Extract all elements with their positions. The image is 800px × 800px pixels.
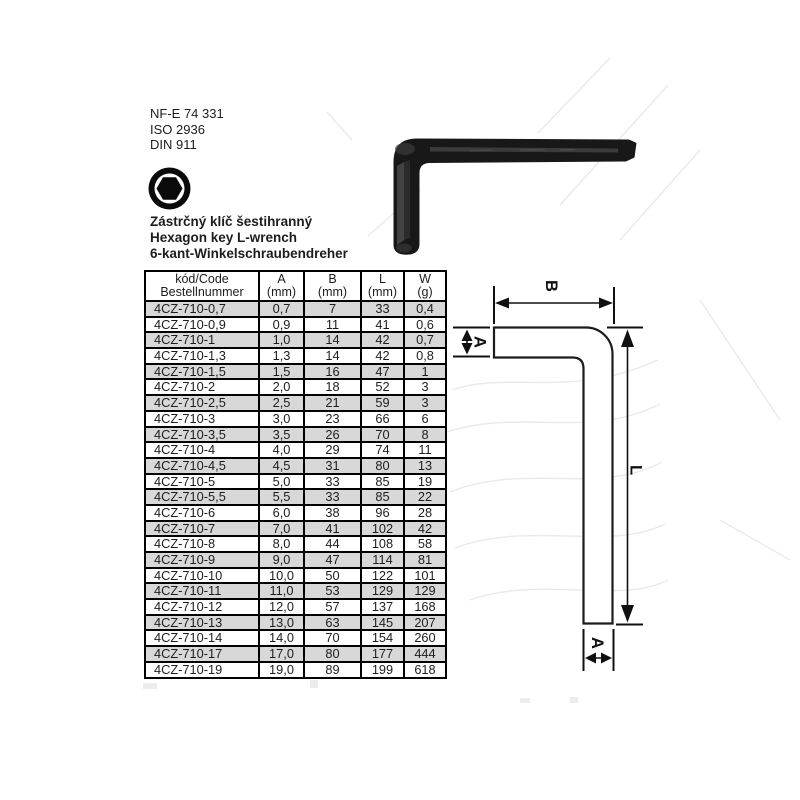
header-b-line2: (mm) (317, 285, 348, 299)
cell-code: 4CZ-710-6 (145, 505, 259, 521)
cell-code: 4CZ-710-1,3 (145, 348, 259, 364)
cell-code: 4CZ-710-3,5 (145, 427, 259, 443)
table-row (145, 552, 446, 568)
cell-value: 41 (361, 317, 404, 333)
dimension-diagram (444, 256, 654, 702)
cell-code: 4CZ-710-17 (145, 646, 259, 662)
cell-code: 4CZ-710-8 (145, 536, 259, 552)
cell-value: 260 (404, 630, 446, 646)
header-l-line2: (mm) (367, 285, 398, 299)
header-b (304, 271, 361, 301)
table-row (145, 364, 446, 380)
cell-value: 2,5 (259, 395, 304, 411)
cell-code: 4CZ-710-0,7 (145, 301, 259, 317)
header-code-line1: kód/Code (175, 271, 229, 286)
cell-code: 4CZ-710-4,5 (145, 458, 259, 474)
cell-code: 4CZ-710-5,5 (145, 489, 259, 505)
header-l (361, 271, 404, 301)
dimension-a-left (453, 328, 490, 357)
cell-value: 31 (304, 458, 361, 474)
table-row (145, 583, 446, 599)
table-row (145, 301, 446, 317)
table-row (145, 646, 446, 662)
dimension-label-l: L (626, 464, 645, 476)
product-name-de: 6-kant-Winkelschraubendreher (150, 246, 348, 261)
cell-value: 70 (361, 427, 404, 443)
cell-value: 1,0 (259, 332, 304, 348)
cell-value: 23 (304, 411, 361, 427)
header-l-line1: L (379, 271, 386, 286)
table-row (145, 332, 446, 348)
cell-value: 3,0 (259, 411, 304, 427)
standard-iso: ISO 2936 (150, 121, 205, 137)
cell-value: 618 (404, 662, 446, 678)
cell-value: 5,5 (259, 489, 304, 505)
cell-value: 4,0 (259, 442, 304, 458)
standard-din: DIN 911 (150, 137, 197, 152)
cell-value: 21 (304, 395, 361, 411)
cell-code: 4CZ-710-1 (145, 332, 259, 348)
cell-value: 12,0 (259, 599, 304, 615)
cell-value: 6,0 (259, 505, 304, 521)
header-a-line1: A (277, 271, 286, 286)
cell-value: 57 (304, 599, 361, 615)
cell-code: 4CZ-710-3 (145, 411, 259, 427)
cell-value: 0,8 (404, 348, 446, 364)
cell-code: 4CZ-710-7 (145, 521, 259, 537)
cell-value: 29 (304, 442, 361, 458)
cell-value: 0,7 (404, 332, 446, 348)
cell-value: 1 (404, 364, 446, 380)
cell-value: 3 (404, 395, 446, 411)
spec-table-body (145, 301, 446, 678)
dimension-label-a-bottom: A (588, 637, 606, 649)
cell-value: 0,4 (404, 301, 446, 317)
cell-value: 50 (304, 568, 361, 584)
dimension-b (494, 280, 614, 324)
cell-value: 1,5 (259, 364, 304, 380)
cell-value: 47 (361, 364, 404, 380)
cell-value: 0,7 (259, 301, 304, 317)
cell-code: 4CZ-710-9 (145, 552, 259, 568)
cell-value: 85 (361, 489, 404, 505)
header-w-line2: (g) (417, 285, 433, 299)
cell-value: 33 (304, 489, 361, 505)
spec-table (144, 270, 447, 679)
table-row (145, 599, 446, 615)
standards-block (150, 106, 224, 153)
header-code (145, 271, 259, 301)
cell-code: 4CZ-710-4 (145, 442, 259, 458)
cell-value: 154 (361, 630, 404, 646)
cell-value: 96 (361, 505, 404, 521)
cell-value: 14 (304, 348, 361, 364)
table-row (145, 474, 446, 490)
cell-value: 42 (361, 348, 404, 364)
cell-value: 66 (361, 411, 404, 427)
cell-value: 18 (304, 379, 361, 395)
table-row (145, 379, 446, 395)
wrench-photo (383, 123, 641, 259)
cell-value: 0,9 (259, 317, 304, 333)
cell-value: 177 (361, 646, 404, 662)
cell-value: 129 (404, 583, 446, 599)
cell-value: 8,0 (259, 536, 304, 552)
product-name-en: Hexagon key L-wrench (150, 230, 298, 245)
header-code-line2: Bestellnummer (160, 285, 244, 299)
header-a (259, 271, 304, 301)
cell-value: 19 (404, 474, 446, 490)
cell-code: 4CZ-710-11 (145, 583, 259, 599)
table-row (145, 458, 446, 474)
cell-value: 19,0 (259, 662, 304, 678)
cell-value: 11 (404, 442, 446, 458)
cell-code: 4CZ-710-14 (145, 630, 259, 646)
cell-code: 4CZ-710-13 (145, 615, 259, 631)
cell-value: 52 (361, 379, 404, 395)
cell-value: 80 (361, 458, 404, 474)
cell-value: 14,0 (259, 630, 304, 646)
cell-value: 102 (361, 521, 404, 537)
table-row (145, 442, 446, 458)
cell-value: 81 (404, 552, 446, 568)
cell-value: 129 (361, 583, 404, 599)
cell-value: 22 (404, 489, 446, 505)
cell-value: 10,0 (259, 568, 304, 584)
cell-value: 11,0 (259, 583, 304, 599)
cell-value: 3,5 (259, 427, 304, 443)
cell-code: 4CZ-710-5 (145, 474, 259, 490)
table-row (145, 568, 446, 584)
table-row (145, 411, 446, 427)
cell-code: 4CZ-710-10 (145, 568, 259, 584)
cell-value: 16 (304, 364, 361, 380)
table-row (145, 317, 446, 333)
dimension-label-a-left: A (470, 336, 489, 348)
cell-value: 6 (404, 411, 446, 427)
cell-value: 3 (404, 379, 446, 395)
hex-socket-icon (148, 167, 191, 210)
cell-value: 53 (304, 583, 361, 599)
table-row (145, 615, 446, 631)
cell-code: 4CZ-710-2,5 (145, 395, 259, 411)
cell-value: 33 (304, 474, 361, 490)
cell-value: 11 (304, 317, 361, 333)
dimension-a-bottom (584, 629, 614, 671)
cell-value: 108 (361, 536, 404, 552)
cell-value: 137 (361, 599, 404, 615)
cell-value: 17,0 (259, 646, 304, 662)
cell-value: 2,0 (259, 379, 304, 395)
standard-nfe: NF-E 74 331 (150, 106, 224, 121)
cell-value: 114 (361, 552, 404, 568)
table-row (145, 662, 446, 678)
cell-value: 5,0 (259, 474, 304, 490)
cell-value: 199 (361, 662, 404, 678)
cell-value: 122 (361, 568, 404, 584)
table-row (145, 630, 446, 646)
cell-value: 70 (304, 630, 361, 646)
l-wrench-outline (494, 328, 613, 624)
cell-value: 13,0 (259, 615, 304, 631)
cell-value: 41 (304, 521, 361, 537)
header-a-line2: (mm) (266, 285, 297, 299)
table-row (145, 489, 446, 505)
cell-code: 4CZ-710-12 (145, 599, 259, 615)
cell-value: 14 (304, 332, 361, 348)
cell-code: 4CZ-710-19 (145, 662, 259, 678)
table-row (145, 427, 446, 443)
cell-value: 1,3 (259, 348, 304, 364)
cell-value: 80 (304, 646, 361, 662)
cell-code: 4CZ-710-2 (145, 379, 259, 395)
cell-value: 7 (304, 301, 361, 317)
cell-value: 42 (404, 521, 446, 537)
cell-value: 89 (304, 662, 361, 678)
table-row (145, 521, 446, 537)
cell-value: 0,6 (404, 317, 446, 333)
cell-value: 33 (361, 301, 404, 317)
cell-value: 38 (304, 505, 361, 521)
product-name-cs: Zástrčný klíč šestihranný (150, 214, 313, 229)
cell-value: 13 (404, 458, 446, 474)
header-w-line1: W (419, 271, 431, 286)
cell-value: 59 (361, 395, 404, 411)
table-row (145, 348, 446, 364)
cell-value: 63 (304, 615, 361, 631)
product-names (150, 214, 348, 262)
table-row (145, 505, 446, 521)
cell-value: 47 (304, 552, 361, 568)
cell-value: 207 (404, 615, 446, 631)
cell-value: 101 (404, 568, 446, 584)
cell-value: 44 (304, 536, 361, 552)
cell-value: 42 (361, 332, 404, 348)
dimension-label-b: B (542, 280, 560, 292)
header-w (404, 271, 446, 301)
cell-value: 9,0 (259, 552, 304, 568)
cell-value: 168 (404, 599, 446, 615)
cell-value: 85 (361, 474, 404, 490)
cell-value: 74 (361, 442, 404, 458)
cell-value: 58 (404, 536, 446, 552)
cell-value: 8 (404, 427, 446, 443)
cell-value: 145 (361, 615, 404, 631)
header-b-line1: B (328, 271, 337, 286)
cell-code: 4CZ-710-1,5 (145, 364, 259, 380)
cell-value: 28 (404, 505, 446, 521)
table-row (145, 395, 446, 411)
table-row (145, 536, 446, 552)
cell-value: 4,5 (259, 458, 304, 474)
cell-code: 4CZ-710-0,9 (145, 317, 259, 333)
cell-value: 444 (404, 646, 446, 662)
table-header-row (145, 271, 446, 301)
cell-value: 7,0 (259, 521, 304, 537)
cell-value: 26 (304, 427, 361, 443)
